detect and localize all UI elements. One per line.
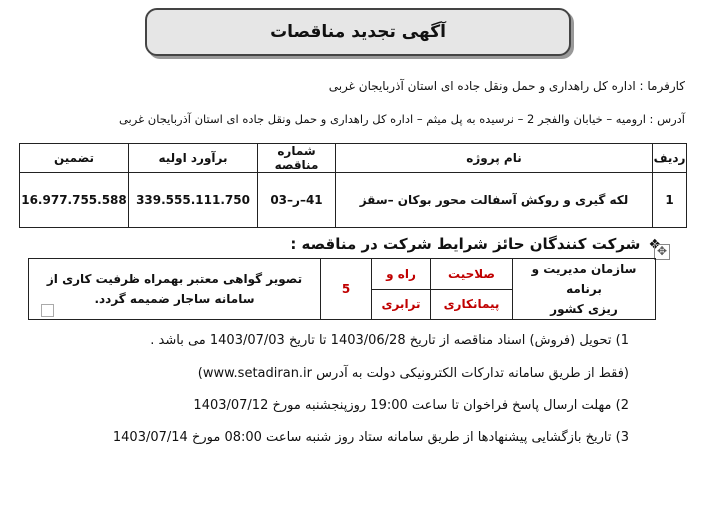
- cert-cell: [29, 259, 321, 320]
- header-estimate: برآورد اولیه: [129, 144, 258, 173]
- org-line1: سازمان مدیریت و برنامه: [531, 262, 637, 296]
- org-line2: ریزی کشور: [550, 302, 618, 316]
- qualification-heading: [290, 235, 661, 253]
- cell-radif: 1: [653, 173, 687, 228]
- qualification-table: [28, 258, 656, 320]
- cell-project-name: لکه گیری و روکش آسفالت محور بوکان –سقز: [336, 173, 653, 228]
- item-3: 3) تاریخ بازگشایی پیشنهادها از طریق سامانه ستاد روز شنبه ساعت 08:00 مورخ 1403/07/14: [112, 430, 629, 445]
- header-radif: ردیف: [653, 144, 687, 173]
- notice-title-text: آگهی تجدید مناقصات: [270, 22, 446, 42]
- tarabari-cell: ترابری: [372, 289, 431, 320]
- grade-cell: 5: [321, 259, 372, 320]
- diamond-bullet-icon: ❖: [648, 237, 661, 253]
- header-guarantee: تضمین: [20, 144, 129, 173]
- address-line: آدرس : ارومیه – خیابان والفجر 2 – نرسیده به پل میثم – اداره کل راهداری و حمل ونقل جاده ای استان آذربایجان غربی: [118, 112, 685, 126]
- header-tender-number: شماره مناقصه: [258, 144, 336, 173]
- project-table: [19, 143, 687, 228]
- header-project-name: نام پروژه: [336, 144, 653, 173]
- table-row: [20, 173, 687, 228]
- notice-title: [145, 8, 571, 56]
- rah-cell: راه و: [372, 259, 431, 290]
- move-cross-icon[interactable]: ✥: [654, 244, 670, 260]
- checkbox-square[interactable]: [41, 304, 54, 317]
- cert-line2: سامانه ساجار ضمیمه گردد.: [94, 292, 255, 306]
- employer-line: کارفرما : اداره کل راهداری و حمل ونقل جاده ای استان آذربایجان غربی: [328, 79, 685, 93]
- qualification-heading-text: شرکت کنندگان حائز شرایط شرکت در مناقصه :: [290, 235, 641, 253]
- cell-tender-number: 41–ر–03: [258, 173, 336, 228]
- item-1: 1) تحویل (فروش) اسناد مناقصه از تاریخ 1403/06/28 تا تاریخ 1403/07/03 می باشد .: [150, 333, 629, 348]
- project-table-header: [20, 144, 687, 173]
- org-cell: [513, 259, 656, 320]
- cell-guarantee: 16.977.755.588: [20, 173, 129, 228]
- cert-line1: تصویر گواهی معتبر بهمراه ظرفیت کاری از: [46, 272, 303, 286]
- item-2: 2) مهلت ارسال پاسخ فراخوان تا ساعت 19:00 روزپنجشنبه مورخ 1403/07/12: [193, 398, 629, 413]
- cell-estimate: 339.555.111.750: [129, 173, 258, 228]
- salahiat-cell: صلاحیت: [431, 259, 513, 290]
- item-1-note: (فقط از طریق سامانه تدارکات الکترونیکی دولت به آدرس www.setadiran.ir): [197, 366, 629, 381]
- table-row: [29, 259, 656, 290]
- peymankari-cell: پیمانکاری: [431, 289, 513, 320]
